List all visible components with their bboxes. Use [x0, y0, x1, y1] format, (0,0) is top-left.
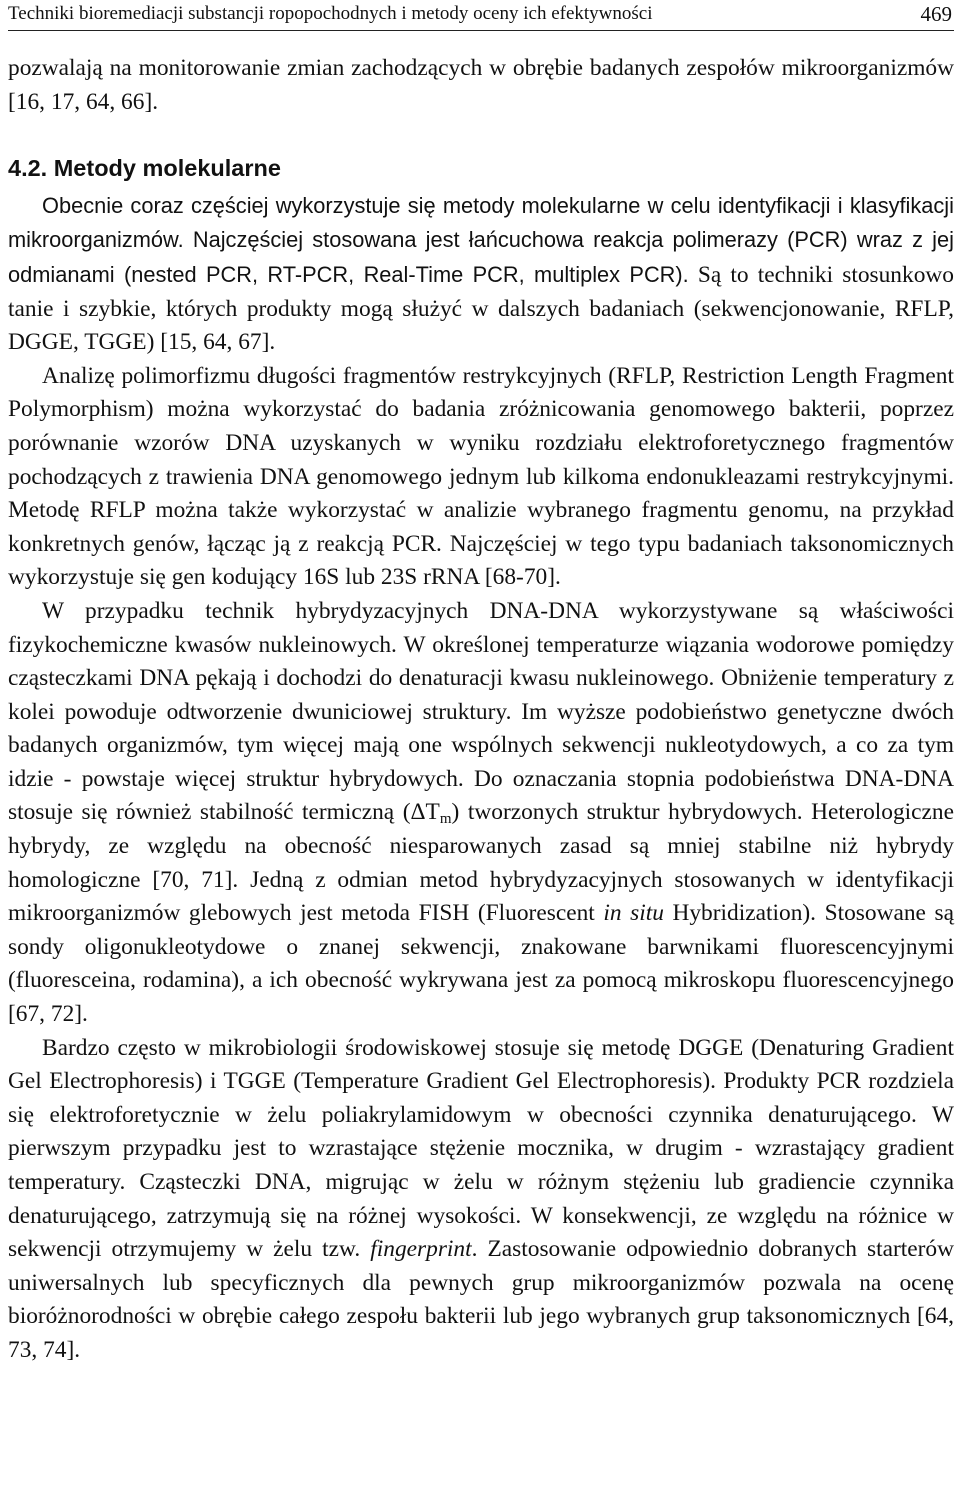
hybridization-text-1: W przypadku technik hybrydyzacyjnych DNA-DNA wykorzystywane są właściwości fizykochemiczne kwasów nukleinowych. W określonej temperaturze wiązania wodorowe pomiędzy cząsteczkami DNA pękają i dochodzi do denaturacji kwasu nukleinowego. Obniżenie temperatury z kolei powoduje odtworzenie dwuniciowej struktury. Im wyższe podobieństwo genetyczne dwóch badanych organizmów, tym więcej mają one wspólnych sekwencji nukleotydowych, a co za tym idzie - powstaje więcej struktur hybrydowych. Do oznaczania stopnia podobieństwa DNA-DNA stosuje się również stabilność termiczną ( — [8, 597, 954, 826]
paragraph-rflp: Analizę polimorfizmu długości fragmentów restrykcyjnych (RFLP, Restriction Length Fragment Polymorphism) można wykorzystać do badania zróżnicowania genomowego bakterii, poprzez porównanie wzorów DNA uzyskanych w wyniku rozdziału elektroforetycznego fragmentów pochodzących z trawienia DNA genomowego jednym lub kilkoma endonukleazami restrykcyjnymi. Metodę RFLP można także wykorzystać w analizie wybranego fragmentu genomu, na przykład konkretnych genów, łącząc ją z reakcją PCR. Najczęściej w tego typu badaniach taksonomicznych wykorzystuje się gen kodujący 16S lub 23S rRNA [68-70]. — [8, 362, 954, 591]
hybridization-text-3: Hybridization). Stosowane są sondy oligonukleotydowe o znanej sekwencji, znakowane barwnikami fluorescencyjnymi (fluoresceina, rodamina), a ich obecność wykrywana jest za pomocą mikroskopu fluorescencyjnego [67, 72]. — [8, 900, 954, 1028]
running-header — [8, 0, 954, 31]
section-heading: 4.2. Metody molekularne — [8, 155, 281, 182]
page-number: 469 — [920, 2, 952, 26]
document-page — [8, 0, 954, 1368]
hybridization-text-2: ) tworzonych struktur hybrydowych. Heterologiczne hybrydy, ze względu na obecność niesparowanych zasad są mniej stabilne niż hybrydy homologiczne [70, 71]. Jedną z odmian metod hybrydyzacyjnych stosowanych w identyfikacji mikroorganizmów glebowych jest metoda FISH (Fluorescent — [8, 799, 954, 927]
paragraph-dgge — [8, 1032, 954, 1368]
paragraph-hybridization — [8, 595, 954, 1032]
dgge-text-2: . Zastosowanie odpowiednio dobranych starterów uniwersalnych lub specyficznych dla pewnych grup mikroorganizmów pozwala na ocenę bioróżnorodności w obrębie całego zespołu bakterii lub jego wybranych grup taksonomicznych [64, 73, 74]. — [8, 1236, 955, 1363]
paragraph-pcr-sans-text: Obecnie coraz częściej wykorzystuje się metody molekularne w celu identyfikacji i klasyfikacji mikroorganizmów. Najczęściej stosowana jest łańcuchowa reakcja polimerazy (PCR) wraz z jej odmianami (nested PCR, RT-PCR, Real-Time PCR, multiplex PCR). — [8, 192, 954, 287]
fingerprint-italic: fingerprint — [370, 1236, 472, 1263]
running-title: Techniki bioremediacji substancji ropopochodnych i metody oceny ich efektywności — [8, 3, 653, 24]
paragraph-pcr — [8, 189, 954, 360]
dgge-text-1: Bardzo często w mikrobiologii środowiskowej stosuje się metodę DGGE (Denaturing Gradient Gel Electrophoresis) i TGGE (Temperature Gradient Gel Electrophoresis). Produkty PCR rozdziela się elektroforetycznie w żelu poliakrylamidowym w obecności czynnika denaturującego. W pierwszym przypadku jest to wzrastające stężenie mocznika, w drugim - wzrastający gradient temperatury. Cząsteczki DNA, migrując w żelu w różnym stężeniu lub gradiencie czynnika denaturującego, zatrzymują się na różnej wysokości. W konsekwencji, ze względu na różnice w sekwencji otrzymujemy w żelu tzw. — [8, 1034, 954, 1263]
intro-paragraph: pozwalają na monitorowanie zmian zachodzących w obrębie badanych zespołów mikroorganizmów [16, 17, 64, 66]. — [8, 55, 954, 115]
delta-t-symbol: ΔT — [410, 799, 440, 826]
paragraph-pcr-serif-text: Są to techniki stosunkowo tanie i szybkie, których produkty mogą służyć w dalszych badaniach (sekwencjonowanie, RFLP, DGGE, TGGE) [15, 64, 67]. — [8, 261, 954, 356]
in-situ-italic: in situ — [603, 900, 664, 927]
subscript-m: m — [439, 811, 452, 828]
page-body — [8, 52, 954, 1368]
